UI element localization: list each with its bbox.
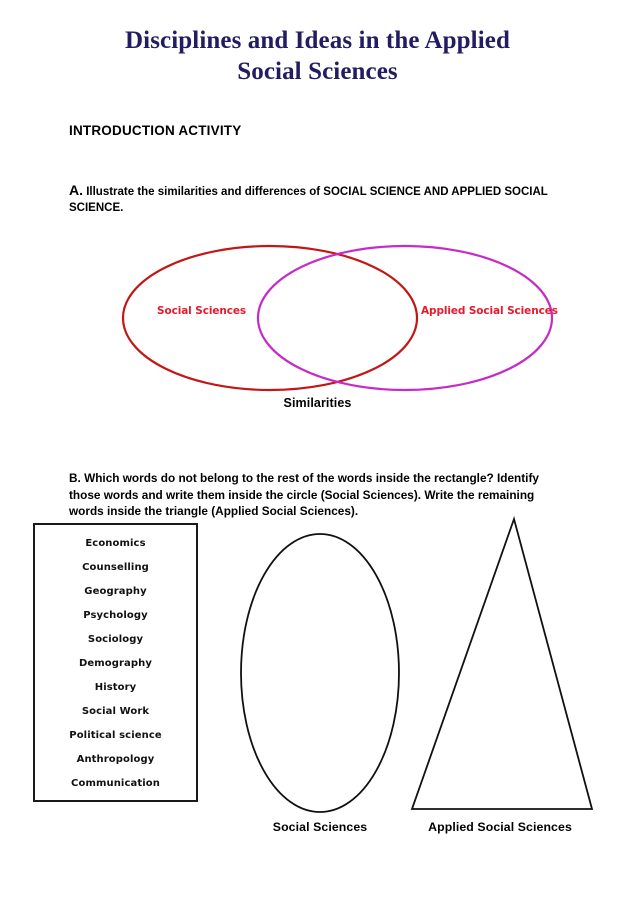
page-title-line-1: Disciplines and Ideas in the Applied	[125, 27, 510, 54]
venn-diagram	[105, 232, 575, 402]
ellipse-caption: Social Sciences	[272, 820, 368, 834]
page-title-line-2: Social Sciences	[237, 58, 398, 85]
intro-activity-heading: INTRODUCTION ACTIVITY	[69, 123, 242, 138]
list-item: Political science	[69, 730, 162, 741]
venn-ellipse-left	[123, 246, 417, 390]
triangle-shape-svg	[404, 512, 600, 816]
list-item: Communication	[71, 778, 160, 789]
activity-b-prompt: B. Which words do not belong to the rest of the words inside the rectangle? Identify those words and write them inside the circle (Social Sciences). Write the remaining words inside the triangle (Applied Social Sciences).	[69, 471, 539, 518]
list-item: Sociology	[87, 634, 144, 645]
word-bank-list	[35, 532, 196, 796]
activity-a-prompt	[69, 182, 569, 216]
venn-label-applied-social-sciences: Applied Social Sciences	[421, 305, 558, 317]
activity-a-text: Illustrate the similarities and differences of SOCIAL SCIENCE AND APPLIED SOCIAL SCIENCE.	[69, 186, 548, 214]
venn-label-similarities: Similarities	[283, 396, 352, 410]
venn-diagram-svg	[105, 232, 575, 402]
list-item: Social Work	[81, 706, 150, 717]
answer-triangle-container	[404, 512, 600, 816]
list-item: Geography	[84, 586, 147, 597]
page-title	[70, 25, 565, 87]
activity-a-marker: A.	[69, 182, 83, 198]
list-item: History	[94, 682, 137, 693]
list-item: Demography	[78, 658, 152, 669]
ellipse-shape-svg	[238, 530, 402, 816]
venn-ellipse-right	[258, 246, 552, 390]
venn-label-social-sciences: Social Sciences	[157, 305, 247, 317]
list-item: Economics	[85, 538, 146, 549]
word-bank-rectangle	[33, 523, 198, 802]
list-item: Anthropology	[76, 754, 155, 765]
triangle-caption: Applied Social Sciences	[428, 820, 572, 834]
triangle-shape	[412, 519, 592, 809]
list-item: Psychology	[83, 610, 148, 621]
ellipse-shape	[241, 534, 399, 812]
list-item: Counselling	[82, 562, 149, 573]
answer-ellipse-container	[238, 530, 402, 816]
